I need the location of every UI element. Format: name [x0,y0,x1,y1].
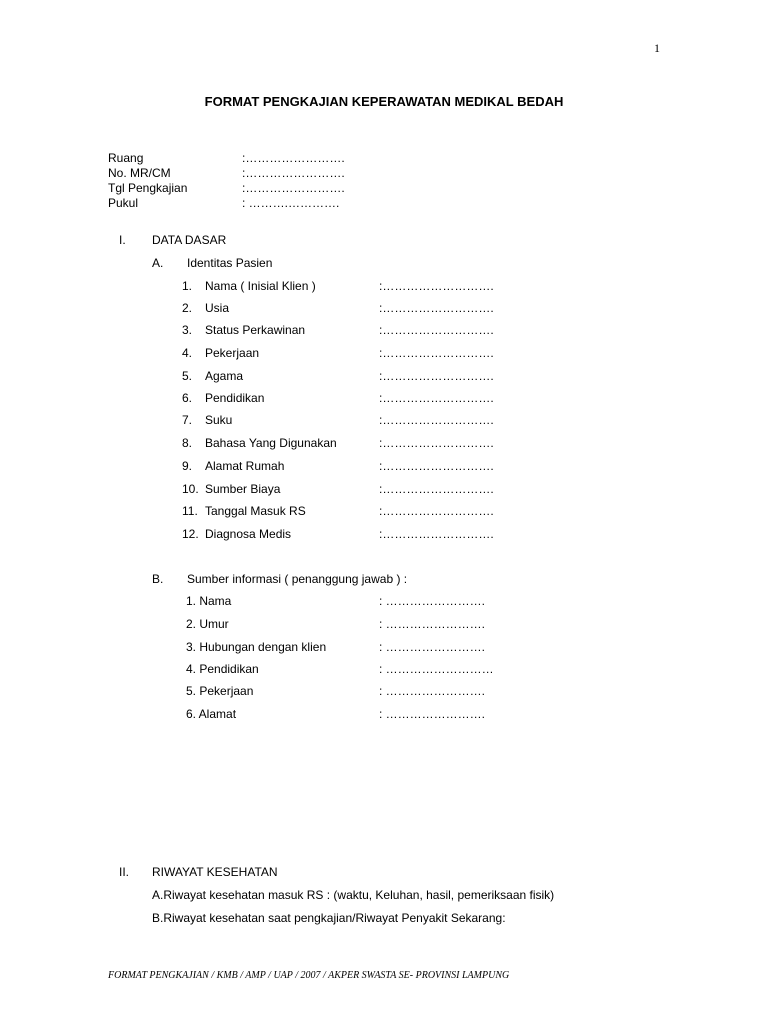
item-label: 1. Nama [186,594,232,608]
item-label: 2. Umur [186,617,229,631]
section2-numeral: II. [119,865,130,879]
item-label: Agama [205,369,244,383]
item-value: : ……………………. [379,684,486,698]
item-label: Pendidikan [205,391,265,405]
header-label-tgl: Tgl Pengkajian [108,181,188,195]
partA-title: Identitas Pasien [187,256,273,270]
item-label: Tanggal Masuk RS [205,504,306,518]
item-value: : ……………………. [379,617,486,631]
item-value: : ……………………. [379,640,486,654]
item-label: 6. Alamat [186,707,237,721]
item-label: Suku [205,413,233,427]
item-value: :………………………. [379,301,494,315]
header-label-mrcm: No. MR/CM [108,166,171,180]
item-number: 1. [182,279,193,293]
section2-line-b: B.Riwayat kesehatan saat pengkajian/Riwayat Penyakit Sekarang: [152,911,506,925]
item-label: Alamat Rumah [205,459,285,473]
header-value-ruang: :……………………. [242,151,345,165]
item-value: :………………………. [379,391,494,405]
item-label: 5. Pekerjaan [186,684,254,698]
header-value-pukul: : ……….…………. [242,196,340,210]
item-number: 2. [182,301,193,315]
item-number: 5. [182,369,193,383]
item-number: 10. [182,482,199,496]
header-value-tgl: :……………………. [242,181,345,195]
item-value: :………………………. [379,504,494,518]
item-number: 8. [182,436,193,450]
item-label: Status Perkawinan [205,323,306,337]
item-value: :………………………. [379,279,494,293]
item-value: :………………………. [379,482,494,496]
item-value: :………………………. [379,369,494,383]
header-value-mrcm: :……………………. [242,166,345,180]
section1-numeral: I. [119,233,126,247]
item-label: Usia [205,301,230,315]
item-value: :………………………. [379,413,494,427]
section2-title: RIWAYAT KESEHATAN [152,865,278,879]
section1-title: DATA DASAR [152,233,227,247]
item-label: Diagnosa Medis [205,527,292,541]
item-number: 12. [182,527,199,541]
document-title: FORMAT PENGKAJIAN KEPERAWATAN MEDIKAL BEDAH [204,94,564,109]
item-label: Sumber Biaya [205,482,281,496]
item-value: : ……………………. [379,594,486,608]
page-footer: FORMAT PENGKAJIAN / KMB / AMP / UAP / 2007 / AKPER SWASTA SE- PROVINSI LAMPUNG [108,970,510,981]
item-label: Pekerjaan [205,346,260,360]
header-label-pukul: Pukul [108,196,139,210]
item-number: 9. [182,459,193,473]
item-value: :………………………. [379,527,494,541]
partB-letter: B. [152,572,164,586]
item-label: Nama ( Inisial Klien ) [205,279,316,293]
item-label: 3. Hubungan dengan klien [186,640,327,654]
item-number: 3. [182,323,193,337]
item-label: 4. Pendidikan [186,662,259,676]
item-number: 7. [182,413,193,427]
section2-line-a: A.Riwayat kesehatan masuk RS : (waktu, Keluhan, hasil, pemeriksaan fisik) [152,888,555,902]
item-number: 11. [182,504,198,518]
item-value: :………………………. [379,346,494,360]
header-label-ruang: Ruang [108,151,144,165]
item-value: :………………………. [379,323,494,337]
item-label: Bahasa Yang Digunakan [205,436,337,450]
item-number: 6. [182,391,193,405]
item-value: : ……………………… [379,662,494,676]
item-value: : ……………………. [379,707,486,721]
item-value: :………………………. [379,436,494,450]
page-number: 1 [654,41,660,55]
item-value: :………………………. [379,459,494,473]
partB-title: Sumber informasi ( penanggung jawab ) : [187,572,408,586]
partA-letter: A. [152,256,164,270]
item-number: 4. [182,346,193,360]
